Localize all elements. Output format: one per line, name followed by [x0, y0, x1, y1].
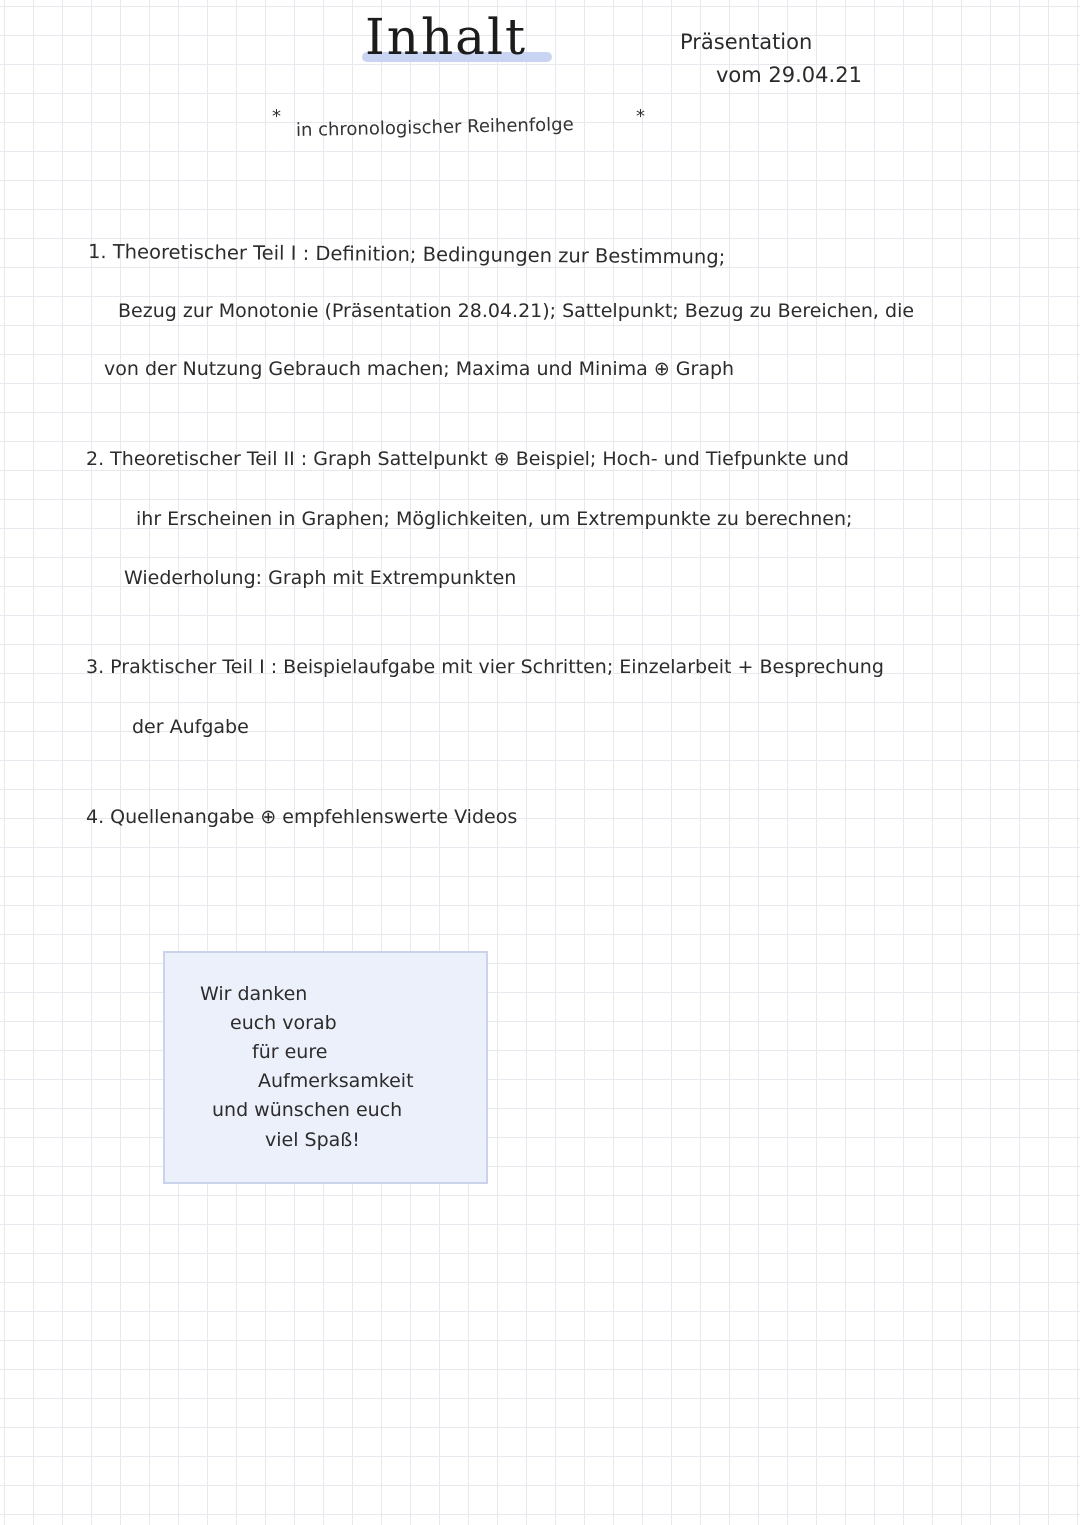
page-title: Inhalt	[365, 8, 528, 66]
star-left-mark: *	[272, 106, 281, 127]
section-1-line-3: von der Nutzung Gebrauch machen; Maxima und Minima ⊕ Graph	[104, 358, 735, 380]
section-4-line-1: 4. Quellenangabe ⊕ empfehlenswerte Videos	[86, 806, 518, 828]
thanks-line-6: viel Spaß!	[265, 1129, 360, 1151]
presentation-date: vom 29.04.21	[716, 63, 862, 87]
subtitle: in chronologischer Reihenfolge	[295, 114, 574, 141]
star-right-mark: *	[636, 106, 645, 127]
thanks-line-3: für eure	[252, 1041, 328, 1063]
section-3-line-1: 3. Praktischer Teil I : Beispielaufgabe mit vier Schritten; Einzelarbeit + Besprechung	[86, 656, 884, 678]
section-2-line-2: ihr Erscheinen in Graphen; Möglichkeiten, um Extrempunkte zu berechnen;	[136, 508, 853, 530]
thanks-line-4: Aufmerksamkeit	[258, 1070, 414, 1092]
section-1-line-1: 1. Theoretischer Teil I : Definition; Bedingungen zur Bestimmung;	[87, 240, 726, 269]
section-2-line-1: 2. Theoretischer Teil II : Graph Sattelpunkt ⊕ Beispiel; Hoch- und Tiefpunkte und	[86, 448, 849, 470]
section-1-line-2: Bezug zur Monotonie (Präsentation 28.04.21); Sattelpunkt; Bezug zu Bereichen, die	[118, 300, 915, 322]
thanks-line-1: Wir danken	[200, 983, 308, 1005]
section-2-line-3: Wiederholung: Graph mit Extrempunkten	[124, 567, 517, 589]
thanks-line-5: und wünschen euch	[212, 1099, 403, 1121]
thanks-line-2: euch vorab	[230, 1012, 337, 1034]
presentation-label: Präsentation	[680, 30, 813, 54]
section-3-line-2: der Aufgabe	[132, 716, 249, 738]
